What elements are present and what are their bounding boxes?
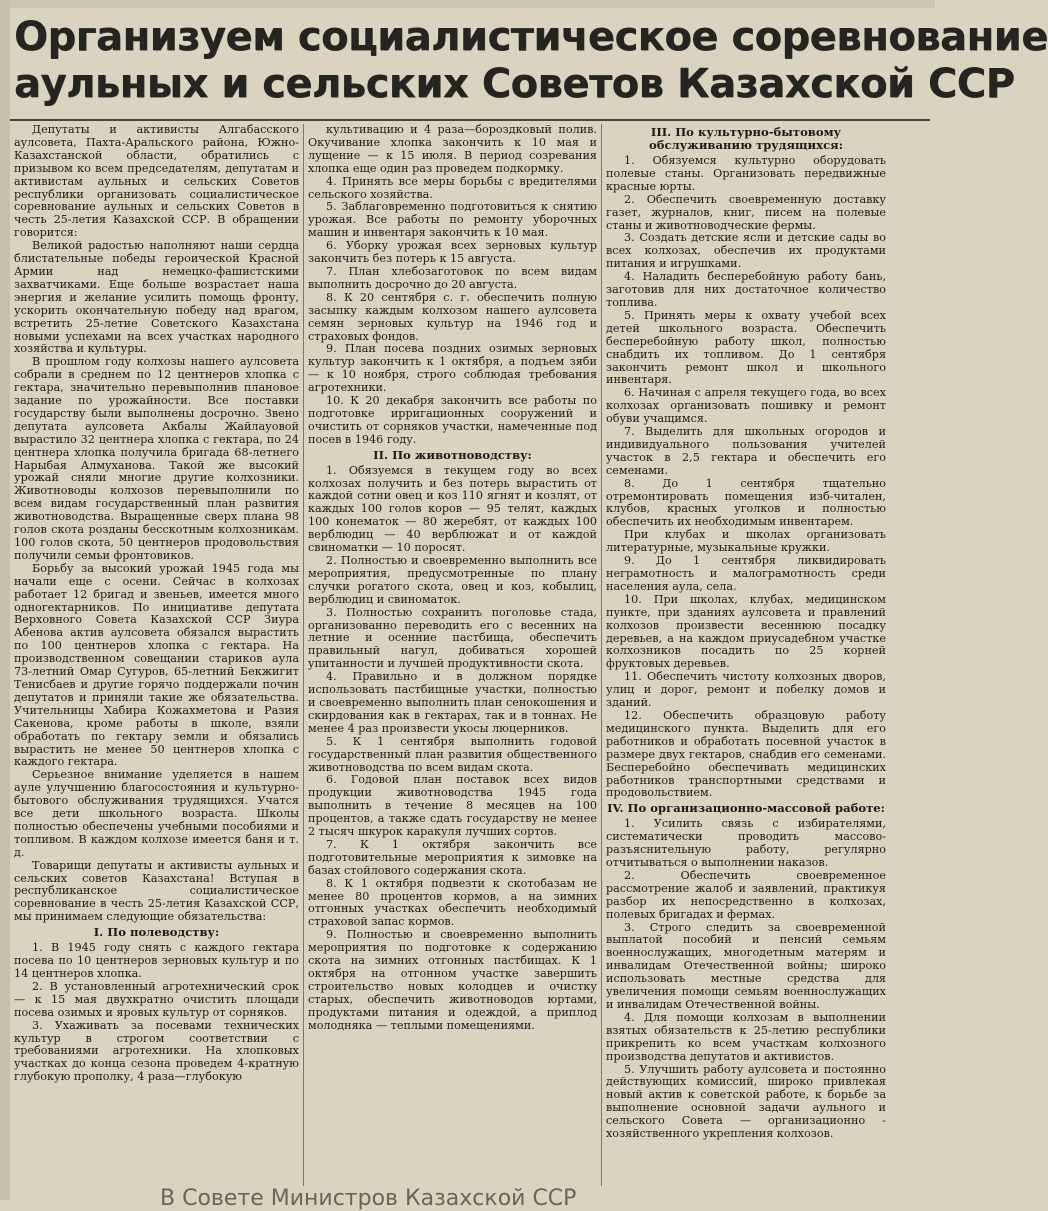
paragraph: 7. Выделить для школьных огородов и индивидуального пользования учителей участок в 2,5 гектара и обеспечить его семенами. xyxy=(606,425,886,477)
title-line-1: Организуем социалистическое соревнование xyxy=(14,14,1048,60)
paragraph: 5. Улучшить работу аулсовета и постоянно действующих комиссий, широко привлекая новый актив к советской работе, к борьбе за выполнение основной задачи аульного и сельского Совета — организационно - хозяйственного укрепления колхозов. xyxy=(606,1062,886,1141)
article-column-1 xyxy=(14,124,299,1188)
paragraph: Борьбу за высокий урожай 1945 года мы начали еще с осени. Сейчас в колхозах работает 12 бригад и звеньев, имеется много одногектарников. По инициативе депутата Верховного Совета Казахской ССР Зиура Абенова актив аулсовета обязался вырастить по 100 центнеров хлопка с гектара. На производственном совещании стариков аула 73-летний Омар Сугуров, 65-летний Бекжигит Тенисбаев и другие горячо поддержали почин депутатов и приняли такие же обязательства. Учительницы Хабира Кожахметова и Разия Сакенова, кроме работы в школе, взяли обработать по гектару земли и обязались вырастить не менее 50 центнеров хлопка с каждого гектара. xyxy=(14,561,299,769)
paragraph: 3. Строго следить за своевременной выплатой пособий и пенсий семьям военнослужащих, многодетным матерям и инвалидам Отечественной войны; широко использовать местные средства для увеличения помощи семьям военнослужащих и инвалидам Отечественной войны. xyxy=(606,920,886,1011)
paragraph: культивацию и 4 раза—бороздковый полив. Окучивание хлопка закончить к 10 мая и лущение — к 15 июля. В период созревания хлопка еще один раз проведем подкормку. xyxy=(308,123,597,175)
paragraph: 4. Правильно и в должном порядке использовать пастбищные участки, полностью и своевременно выполнить план сенокошения и скирдования как в гектарах, так и в тоннах. Не менее 4 раз произвести укосы люцерников. xyxy=(308,670,597,735)
paragraph: 7. План хлебозаготовок по всем видам выполнить досрочно до 20 августа. xyxy=(308,264,597,291)
paragraph: 4. Для помощи колхозам в выполнении взятых обязательств к 25-летию республики прикрепить ко всем участкам колхозного производства депутатов и активистов. xyxy=(606,1010,886,1063)
paragraph: 4. Принять все меры борьбы с вредителями сельского хозяйства. xyxy=(308,174,597,201)
paragraph: 2. Обеспечить своевременное рассмотрение жалоб и заявлений, практикуя разбор их непосредственно в колхозах, полевых бригадах и фермах. xyxy=(606,868,886,921)
paragraph: 8. К 20 сентября с. г. обеспечить полную засыпку каждым колхозом нашего аулсовета семян зерновых культур на 1946 год и страховых фондов. xyxy=(308,290,597,343)
paragraph: 1. Обязуемся в текущем году во всех колхозах получить и без потерь вырастить от каждой сотни овец и коз 110 ягнят и козлят, от каждых 100 голов коров — 95 телят, каждых 100 конематок — 80 жеребят, от каждых 100 верблюдиц — 40 верблюжат и от каждой свиноматки — 10 поросят. xyxy=(308,463,597,555)
paragraph: 3. Ухаживать за посевами технических культур в строгом соответствии с требованиями агротехники. На хлопковых участках до конца сезона проведем 4-кратную глубокую прополку, 4 раза—глубокую xyxy=(14,1018,299,1084)
next-headline-fragment: В Совете Министров Казахской ССР xyxy=(160,1186,577,1211)
paragraph: Депутаты и активисты Алгабасского аулсовета, Пахта-Аральского района, Южно-Казахстанской области, обратились с призывом ко всем председателям, депутатам и активистам аульных и сельских Советов республики организовать социалистическое соревнование аульных и сельских Советов в честь 25-летия Казахской ССР. В обращении говорится: xyxy=(14,123,299,240)
paragraph: 9. До 1 сентября ликвидировать неграмотность и малограмотность среди населения аула, села. xyxy=(606,554,886,593)
paragraph: 11. Обеспечить чистоту колхозных дворов, улиц и дорог, ремонт и побелку домов и зданий. xyxy=(606,670,886,710)
paragraph: 6. Годовой план поставок всех видов продукции животноводства 1945 года выполнить в течение 8 месяцев на 100 процентов, а также сдать государству не менее 2 тысяч шкурок каракуля лучших сортов. xyxy=(308,773,597,839)
paragraph: 6. Уборку урожая всех зерновых культур закончить без потерь к 15 августа. xyxy=(308,239,597,266)
paragraph: 3. Создать детские ясли и детские сады во всех колхозах, обеспечив их продуктами питания и игрушками. xyxy=(606,231,886,271)
title-line-2: аульных и сельских Советов Казахской ССР xyxy=(14,61,1015,107)
paragraph: 5. Принять меры к охвату учебой всех детей школьного возраста. Обеспечить бесперебойную работу школ, полностью снабдить их топливом. До 1 сентября закончить ремонт школ и школьного инвентаря. xyxy=(606,308,886,387)
paragraph: 2. Обеспечить своевременную доставку газет, журналов, книг, писем на полевые станы и животноводческие фермы. xyxy=(606,192,886,232)
paragraph: 10. К 20 декабря закончить все работы по подготовке ирригационных сооружений и очистить от сорняков участки, намеченные под посев в 1946 году. xyxy=(308,394,597,446)
paper-top-edge xyxy=(0,0,935,8)
section-heading: IV. По организационно-массовой работе: xyxy=(607,801,885,816)
title-rule xyxy=(10,119,930,121)
paragraph: 3. Полностью сохранить поголовье стада, организованно переводить его с весенних на летние и осенние пастбища, обеспечить правильный нагул, добиваться хорошей упитанности и лучшей продуктивности скота. xyxy=(308,605,597,671)
paragraph: 5. К 1 сентября выполнить годовой государственный план развития общественного животноводства по всем видам скота. xyxy=(308,734,597,774)
paragraph: 1. Обязуемся культурно оборудовать полевые станы. Организовать передвижные красные юрты. xyxy=(606,154,886,193)
paragraph: 8. К 1 октября подвезти к скотобазам не менее 80 процентов кормов, а на зимних отгонных участках обеспечить необходимый страховой запас кормов. xyxy=(308,876,597,929)
column-divider xyxy=(601,124,602,1186)
paragraph: 10. При школах, клубах, медицинском пункте, при зданиях аулсовета и правлений колхозов произвести весеннюю посадку деревьев, а на каждом приусадебном участке колхозников посадить по 25 корней фруктовых деревьев. xyxy=(606,592,886,671)
section-heading: I. По полеводству: xyxy=(93,925,220,940)
article-column-2 xyxy=(308,124,597,1188)
paragraph: 9. План посева поздних озимых зерновых культур закончить к 1 октября, а подъем зяби — к 10 ноября, строго соблюдая требования агротехники. xyxy=(308,342,597,395)
paragraph: Товарищи депутаты и активисты аульных и сельских советов Казахстана! Вступая в республиканское социалистическое соревнование в честь 25-летия Казахской ССР, мы принимаем следующие обязательства: xyxy=(14,858,299,924)
paragraph: 12. Обеспечить образцовую работу медицинского пункта. Выделить для его работников и обработать посевной участок в размере двух гектаров, снабдив его семенами. Бесперебойно обеспечивать медицинских работников транспортными средствами и продовольствием. xyxy=(606,708,886,800)
article-column-3 xyxy=(606,124,886,1188)
section-heading: III. По культурно-бытовому обслуживанию трудящихся: xyxy=(649,125,843,152)
paragraph: 8. До 1 сентября тщательно отремонтировать помещения изб-читален, клубов, красных уголков и полностью обеспечить их необходимым инвентарем. xyxy=(606,476,886,529)
paragraph: 4. Наладить бесперебойную работу бань, заготовив для них достаточное количество топлива. xyxy=(606,270,886,309)
paragraph: В прошлом году колхозы нашего аулсовета собрали в среднем по 12 центнеров хлопка с гектара, значительно перевыполнив плановое задание по урожайности. Все поставки государству были выполнены досрочно. Звено депутата аулсовета Акбалы Жайлауовой вырастило 32 центнера хлопка с гектара, по 24 центнера хлопка получила бригада 68-летнего Нарыбая Алмуханова. Такой же высокий урожай сняли многие другие колхозники. Животноводы колхозов перевыполнили по всем видам государственный план развития животноводства. Выращенные сверх плана 98 голов скота розданы бесскотным колхозникам. 100 голов скота, 50 центнеров продовольствия получили семьи фронтовиков. xyxy=(14,355,299,562)
column-divider xyxy=(303,124,304,1186)
paragraph: 2. Полностью и своевременно выполнить все мероприятия, предусмотренные по плану случки рогатого скота, овец и коз, кобылиц, верблюдиц и свиноматок. xyxy=(308,554,597,606)
paragraph: 1. Усилить связь с избирателями, систематически проводить массово-разъяснительную работу, регулярно отчитываться о выполнении наказов. xyxy=(606,817,886,870)
paragraph: 2. В установленный агротехнический срок — к 15 мая двухкратно очистить площади посева озимых и яровых культур от сорняков. xyxy=(14,979,299,1019)
paragraph: 1. В 1945 году снять с каждого гектара посева по 10 центнеров зерновых культур и по 14 центнеров хлопка. xyxy=(14,941,299,980)
paragraph: При клубах и школах организовать литературные, музыкальные кружки. xyxy=(606,528,886,555)
paragraph: 5. Заблаговременно подготовиться к снятию урожая. Все работы по ремонту уборочных машин и инвентаря закончить к 10 мая. xyxy=(308,200,597,240)
page-title xyxy=(14,14,1048,108)
paper-left-edge xyxy=(0,0,10,1200)
section-heading: II. По животноводству: xyxy=(373,447,532,462)
paragraph: 6. Начиная с апреля текущего года, во всех колхозах организовать пошивку и ремонт обуви учащимся. xyxy=(606,386,886,426)
paragraph: 9. Полностью и своевременно выполнить мероприятия по подготовке к содержанию скота на зимних отгонных пастбищах. К 1 октября на отгонном участке завершить строительство новых колодцев и очистку старых, обеспечить животноводов юртами, продуктами питания и одеждой, а приплод молодняка — теплыми помещениями. xyxy=(308,928,597,1032)
paragraph: 7. К 1 октября закончить все подготовительные мероприятия к зимовке на базах стойлового содержания скота. xyxy=(308,837,597,877)
paragraph: Великой радостью наполняют наши сердца блистательные победы героической Красной Армии над немецко-фашистскими захватчиками. Еще больше возрастает наша энергия и желание усилить помощь фронту, ускорить окончательную победу над врагом, встретить 25-летие Советского Казахстана новыми успехами на всех участках народного хозяйства и культуры. xyxy=(14,239,299,356)
paragraph: Серьезное внимание уделяется в нашем ауле улучшению благосостояния и культурно-бытового обслуживания трудящихся. Учатся все дети школьного возраста. Школы полностью обеспечены учебными пособиями и топливом. В каждом колхозе имеется баня и т. д. xyxy=(14,768,299,859)
